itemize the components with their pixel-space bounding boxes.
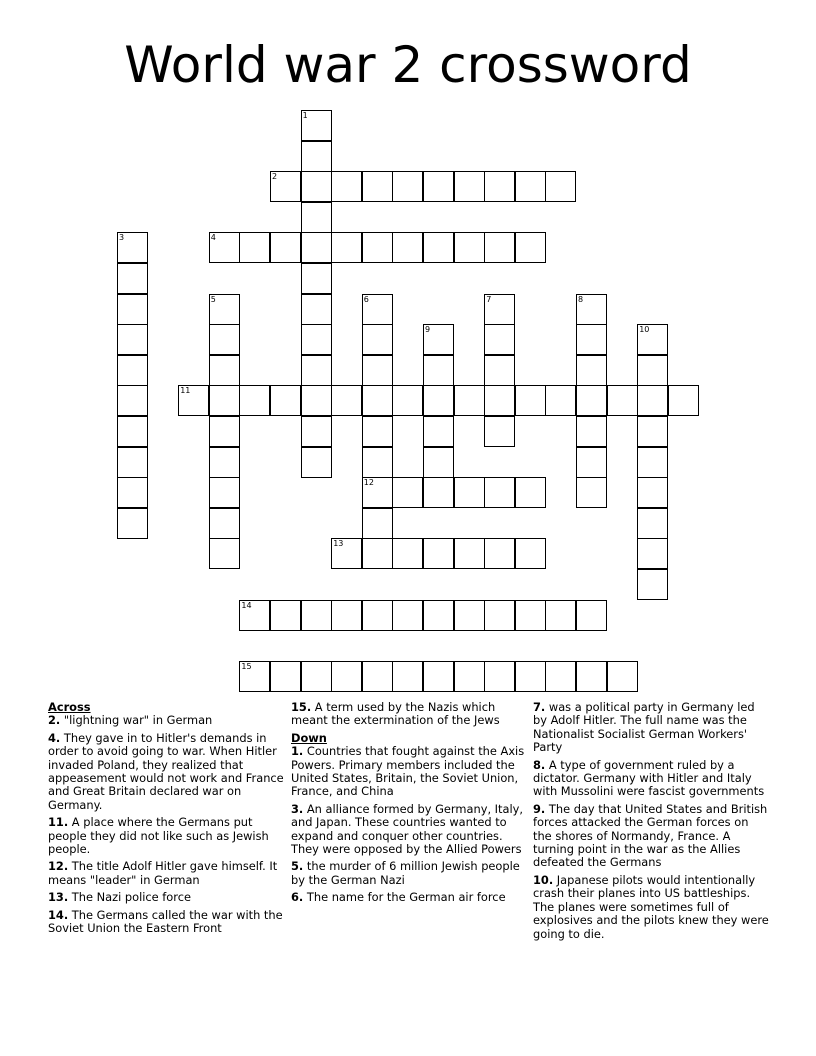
grid-cell[interactable] — [515, 600, 546, 631]
grid-cell[interactable] — [301, 447, 332, 478]
grid-cell[interactable] — [423, 385, 454, 416]
cell-number: 8 — [578, 294, 584, 304]
grid-cell[interactable] — [576, 294, 607, 325]
cell-number: 13 — [333, 539, 344, 549]
grid-cell[interactable] — [117, 416, 148, 447]
cell-number: 12 — [363, 478, 374, 488]
grid-cell[interactable] — [423, 538, 454, 569]
grid-cell[interactable] — [668, 385, 699, 416]
clue-text: The title Adolf Hitler gave himself. It means "leader" in German — [48, 859, 278, 887]
clues-column-2 — [291, 701, 527, 909]
cell-number: 3 — [119, 233, 125, 243]
down-clue — [291, 803, 527, 857]
grid-cell[interactable] — [301, 263, 332, 294]
grid-cell[interactable] — [576, 600, 607, 631]
clue-number: 6. — [291, 890, 304, 905]
grid-cell[interactable] — [576, 355, 607, 386]
grid-cell[interactable] — [301, 416, 332, 447]
grid-cell[interactable] — [117, 385, 148, 416]
grid-cell[interactable] — [484, 600, 515, 631]
grid-cell[interactable] — [545, 600, 576, 631]
across-clue — [48, 732, 284, 812]
grid-cell[interactable] — [270, 385, 301, 416]
grid-cell[interactable] — [454, 232, 485, 263]
across-clue — [48, 860, 284, 887]
grid-cell[interactable] — [484, 477, 515, 508]
down-clue — [533, 874, 769, 941]
grid-cell[interactable] — [209, 447, 240, 478]
grid-cell[interactable] — [270, 600, 301, 631]
grid-cell[interactable] — [301, 324, 332, 355]
across-clue — [48, 714, 284, 727]
grid-cell[interactable] — [301, 202, 332, 233]
grid-cell[interactable] — [484, 232, 515, 263]
grid-cell[interactable] — [637, 447, 668, 478]
across-clue — [291, 701, 527, 728]
cell-number: 11 — [180, 386, 191, 396]
grid-cell[interactable] — [637, 569, 668, 600]
grid-cell[interactable] — [576, 661, 607, 692]
grid-cell[interactable] — [545, 171, 576, 202]
clue-number: 5. — [291, 859, 304, 874]
clue-text: was a political party in Germany led by Adolf Hitler. The full name was the Nationalist Socialist German Workers' Party — [533, 700, 755, 755]
clue-text: The day that United States and British forces attacked the German forces on the shores of Normandy, France. A turning point in the war as the Allies defeated the Germans — [533, 801, 768, 870]
clue-number: 3. — [291, 801, 304, 816]
across-clue — [48, 909, 284, 936]
grid-cell[interactable] — [515, 538, 546, 569]
grid-cell[interactable] — [117, 477, 148, 508]
grid-cell[interactable] — [484, 661, 515, 692]
grid-cell[interactable] — [331, 661, 362, 692]
grid-cell[interactable] — [607, 385, 638, 416]
grid-cell[interactable] — [454, 538, 485, 569]
cell-number: 1 — [302, 111, 308, 120]
cell-number: 7 — [486, 294, 492, 304]
clue-number: 14. — [48, 907, 69, 922]
grid-cell[interactable] — [362, 416, 393, 447]
grid-cell[interactable] — [515, 232, 546, 263]
grid-cell[interactable] — [239, 600, 270, 631]
clues-column-3 — [533, 701, 769, 945]
grid-cell[interactable] — [117, 355, 148, 386]
grid-cell[interactable] — [545, 385, 576, 416]
grid-cell[interactable] — [331, 232, 362, 263]
grid-cell[interactable] — [423, 661, 454, 692]
grid-cell[interactable] — [301, 141, 332, 172]
grid-cell[interactable] — [454, 600, 485, 631]
grid-cell[interactable] — [607, 661, 638, 692]
down-clue — [533, 759, 769, 799]
clue-number: 10. — [533, 872, 554, 887]
clue-text: A term used by the Nazis which meant the extermination of the Jews — [291, 700, 500, 728]
grid-cell[interactable] — [331, 171, 362, 202]
grid-cell[interactable] — [301, 171, 332, 202]
grid-cell[interactable] — [423, 232, 454, 263]
grid-cell[interactable] — [392, 661, 423, 692]
grid-cell[interactable] — [423, 447, 454, 478]
grid-cell[interactable] — [270, 232, 301, 263]
grid-cell[interactable] — [362, 661, 393, 692]
grid-cell[interactable] — [637, 324, 668, 355]
grid-cell[interactable] — [454, 171, 485, 202]
grid-cell[interactable] — [239, 232, 270, 263]
grid-cell[interactable] — [209, 477, 240, 508]
grid-cell[interactable] — [423, 477, 454, 508]
across-clue — [48, 891, 284, 904]
clue-text: The name for the German air force — [303, 890, 506, 905]
grid-cell[interactable] — [117, 232, 148, 263]
clue-number: 1. — [291, 744, 304, 759]
cell-number: 9 — [425, 325, 431, 335]
grid-cell[interactable] — [209, 416, 240, 447]
clue-text: An alliance formed by Germany, Italy, and Japan. These countries wanted to expand and conquer other countries. They were opposed by the Allied Powers — [291, 801, 524, 857]
cell-number: 15 — [241, 661, 252, 671]
clue-number: 9. — [533, 801, 546, 816]
clue-text: Japanese pilots would intentionally crash their planes into US battleships. The planes were sometimes full of explosives and the pilots knew they were going to die. — [533, 872, 769, 941]
grid-cell[interactable] — [301, 294, 332, 325]
cell-number: 4 — [210, 233, 216, 243]
down-clue — [291, 860, 527, 887]
grid-cell[interactable] — [209, 385, 240, 416]
grid-cell[interactable] — [392, 477, 423, 508]
grid-cell[interactable] — [117, 508, 148, 539]
grid-cell[interactable] — [362, 355, 393, 386]
grid-cell[interactable] — [301, 232, 332, 263]
grid-cell[interactable] — [576, 447, 607, 478]
grid-cell[interactable] — [454, 477, 485, 508]
across-heading: Across — [48, 700, 91, 714]
grid-cell[interactable] — [484, 416, 515, 447]
grid-cell[interactable] — [484, 355, 515, 386]
grid-cell[interactable] — [209, 294, 240, 325]
grid-cell[interactable] — [392, 171, 423, 202]
grid-cell[interactable] — [392, 385, 423, 416]
clue-text: the murder of 6 million Jewish people by the German Nazi — [291, 859, 520, 887]
grid-cell[interactable] — [209, 538, 240, 569]
cell-number: 14 — [241, 600, 252, 610]
clue-text: They gave in to Hitler's demands in order to avoid going to war. When Hitler invaded Poland, they realized that appeasement would not work and France and Great Britain declared war on Germany. — [48, 730, 284, 812]
clue-text: The Nazi police force — [68, 890, 191, 905]
grid-cell[interactable] — [331, 600, 362, 631]
grid-cell[interactable] — [239, 661, 270, 692]
cell-number: 6 — [363, 294, 369, 304]
grid-cell[interactable] — [301, 110, 332, 141]
grid-cell[interactable] — [484, 538, 515, 569]
grid-cell[interactable] — [515, 385, 546, 416]
grid-cell[interactable] — [117, 324, 148, 355]
clue-number: 12. — [48, 859, 69, 874]
grid-cell[interactable] — [637, 355, 668, 386]
grid-cell[interactable] — [484, 385, 515, 416]
grid-cell[interactable] — [301, 600, 332, 631]
grid-cell[interactable] — [331, 385, 362, 416]
grid-cell[interactable] — [637, 508, 668, 539]
down-clue — [291, 891, 527, 904]
cell-number: 10 — [639, 325, 650, 335]
grid-cell[interactable] — [576, 385, 607, 416]
grid-cell[interactable] — [545, 661, 576, 692]
clue-text: "lightning war" in German — [60, 713, 213, 728]
grid-cell[interactable] — [362, 232, 393, 263]
grid-cell[interactable] — [392, 538, 423, 569]
puzzle-title: World war 2 crossword — [124, 36, 692, 94]
down-heading: Down — [291, 730, 327, 745]
grid-cell[interactable] — [423, 355, 454, 386]
grid-cell[interactable] — [270, 661, 301, 692]
grid-cell[interactable] — [576, 416, 607, 447]
grid-cell[interactable] — [270, 171, 301, 202]
grid-cell[interactable] — [301, 385, 332, 416]
grid-cell[interactable] — [362, 324, 393, 355]
grid-cell[interactable] — [576, 324, 607, 355]
grid-cell[interactable] — [423, 600, 454, 631]
clue-number: 7. — [533, 700, 546, 714]
grid-cell[interactable] — [331, 538, 362, 569]
grid-cell[interactable] — [576, 477, 607, 508]
clue-number: 2. — [48, 713, 61, 728]
grid-cell[interactable] — [362, 385, 393, 416]
grid-cell[interactable] — [515, 477, 546, 508]
down-clue — [533, 701, 769, 755]
grid-cell[interactable] — [423, 171, 454, 202]
grid-cell[interactable] — [362, 538, 393, 569]
grid-cell[interactable] — [515, 171, 546, 202]
grid-cell[interactable] — [484, 324, 515, 355]
clue-text: The Germans called the war with the Soviet Union the Eastern Front — [48, 907, 283, 936]
grid-cell[interactable] — [209, 355, 240, 386]
grid-cell[interactable] — [637, 477, 668, 508]
grid-cell[interactable] — [454, 385, 485, 416]
grid-cell[interactable] — [117, 447, 148, 478]
grid-cell[interactable] — [362, 447, 393, 478]
clue-number: 15. — [291, 700, 312, 714]
grid-cell[interactable] — [178, 385, 209, 416]
grid-cell[interactable] — [209, 508, 240, 539]
grid-cell[interactable] — [209, 324, 240, 355]
down-clue — [291, 745, 527, 799]
grid-cell[interactable] — [454, 661, 485, 692]
clue-number: 8. — [533, 757, 546, 772]
cell-number: 5 — [210, 294, 216, 304]
grid-cell[interactable] — [515, 661, 546, 692]
grid-cell[interactable] — [484, 294, 515, 325]
clue-number: 11. — [48, 815, 69, 830]
grid-cell[interactable] — [637, 416, 668, 447]
grid-cell[interactable] — [637, 538, 668, 569]
clue-number: 13. — [48, 890, 69, 905]
clue-number: 4. — [48, 730, 61, 745]
across-clue — [48, 816, 284, 856]
grid-cell[interactable] — [392, 232, 423, 263]
grid-cell[interactable] — [484, 171, 515, 202]
grid-cell[interactable] — [423, 416, 454, 447]
grid-cell[interactable] — [362, 171, 393, 202]
grid-cell[interactable] — [117, 263, 148, 294]
down-clue — [533, 803, 769, 870]
grid-cell[interactable] — [362, 600, 393, 631]
grid-cell[interactable] — [117, 294, 148, 325]
grid-cell[interactable] — [301, 661, 332, 692]
grid-cell[interactable] — [362, 508, 393, 539]
grid-cell[interactable] — [637, 385, 668, 416]
grid-cell[interactable] — [362, 294, 393, 325]
grid-cell[interactable] — [209, 232, 240, 263]
grid-cell[interactable] — [423, 324, 454, 355]
clues-column-1 — [48, 701, 284, 940]
clue-text: A type of government ruled by a dictator. Germany with Hitler and Italy with Mussolini were fascist governments — [533, 757, 765, 799]
grid-cell[interactable] — [301, 355, 332, 386]
grid-cell[interactable] — [362, 477, 393, 508]
grid-cell[interactable] — [392, 600, 423, 631]
clue-text: Countries that fought against the Axis Powers. Primary members included the United States, Britain, the Soviet Union, France, and China — [291, 744, 525, 799]
cell-number: 2 — [272, 172, 278, 182]
grid-cell[interactable] — [239, 385, 270, 416]
clue-text: A place where the Germans put people they did not like such as Jewish people. — [48, 815, 269, 857]
